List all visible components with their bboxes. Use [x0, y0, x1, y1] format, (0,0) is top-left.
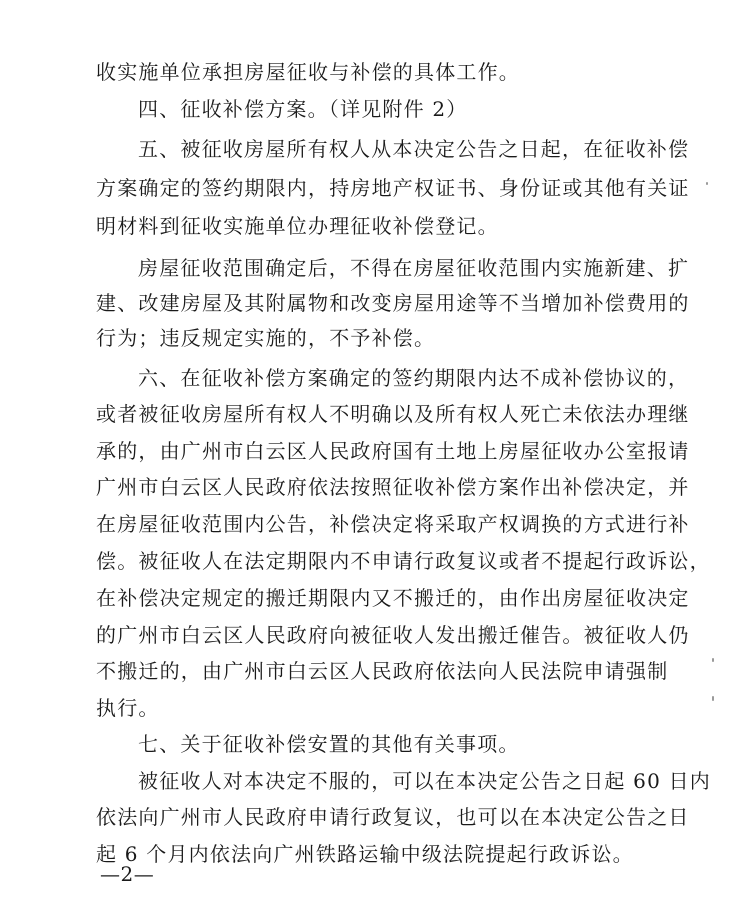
text-line-16: 的广州市白云区人民政府向被征收人发出搬迁催告。被征收人仍: [96, 623, 690, 647]
text-line-3: 五、被征收房屋所有权人从本决定公告之日起，在征收补偿: [138, 137, 690, 161]
scan-speck: [712, 696, 714, 701]
text-line-9: 六、在征收补偿方案确定的签约期限内达不成补偿协议的，: [138, 366, 690, 390]
page-number: —2—: [100, 862, 155, 886]
text-line-18: 执行。: [96, 696, 160, 720]
text-line-15: 在补偿决定规定的搬迁期限内又不搬迁的，由作出房屋征收决定: [96, 586, 690, 610]
text-line-8: 行为；违反规定实施的，不予补偿。: [96, 326, 436, 350]
text-line-21: 依法向广州市人民政府申请行政复议，也可以在本决定公告之日: [96, 805, 690, 829]
text-line-13: 在房屋征收范围内公告，补偿决定将采取产权调换的方式进行补: [96, 512, 690, 536]
text-line-14: 偿。被征收人在法定期限内不申请行政复议或者不提起行政诉讼，: [96, 549, 711, 573]
text-line-20: 被征收人对本决定不服的，可以在本决定公告之日起 60 日内: [138, 769, 711, 793]
text-line-6: 房屋征收范围确定后，不得在房屋征收范围内实施新建、扩: [138, 256, 690, 280]
text-line-5: 明材料到征收实施单位办理征收补偿登记。: [96, 214, 499, 238]
scan-speck: [706, 182, 708, 185]
text-line-17: 不搬迁的，由广州市白云区人民政府依法向人民法院申请强制: [96, 659, 669, 683]
text-line-4: 方案确定的签约期限内，持房地产权证书、身份证或其他有关证: [96, 176, 690, 200]
text-line-22: 起 6 个月内依法向广州铁路运输中级法院提起行政诉讼。: [96, 842, 634, 866]
text-line-12: 广州市白云区人民政府依法按照征收补偿方案作出补偿决定，并: [96, 475, 690, 499]
section-heading-7: 七、关于征收补偿安置的其他有关事项。: [138, 732, 520, 756]
text-line-10: 或者被征收房屋所有权人不明确以及所有权人死亡未依法办理继: [96, 402, 690, 426]
text-line-11: 承的，由广州市白云区人民政府国有土地上房屋征收办公室报请: [96, 439, 690, 463]
section-heading-4: 四、征收补偿方案。（详见附件 2）: [138, 97, 468, 121]
text-line-7: 建、改建房屋及其附属物和改变房屋用途等不当增加补偿费用的: [96, 291, 690, 315]
text-line-1: 收实施单位承担房屋征收与补偿的具体工作。: [96, 60, 520, 84]
scan-speck: [712, 658, 714, 662]
